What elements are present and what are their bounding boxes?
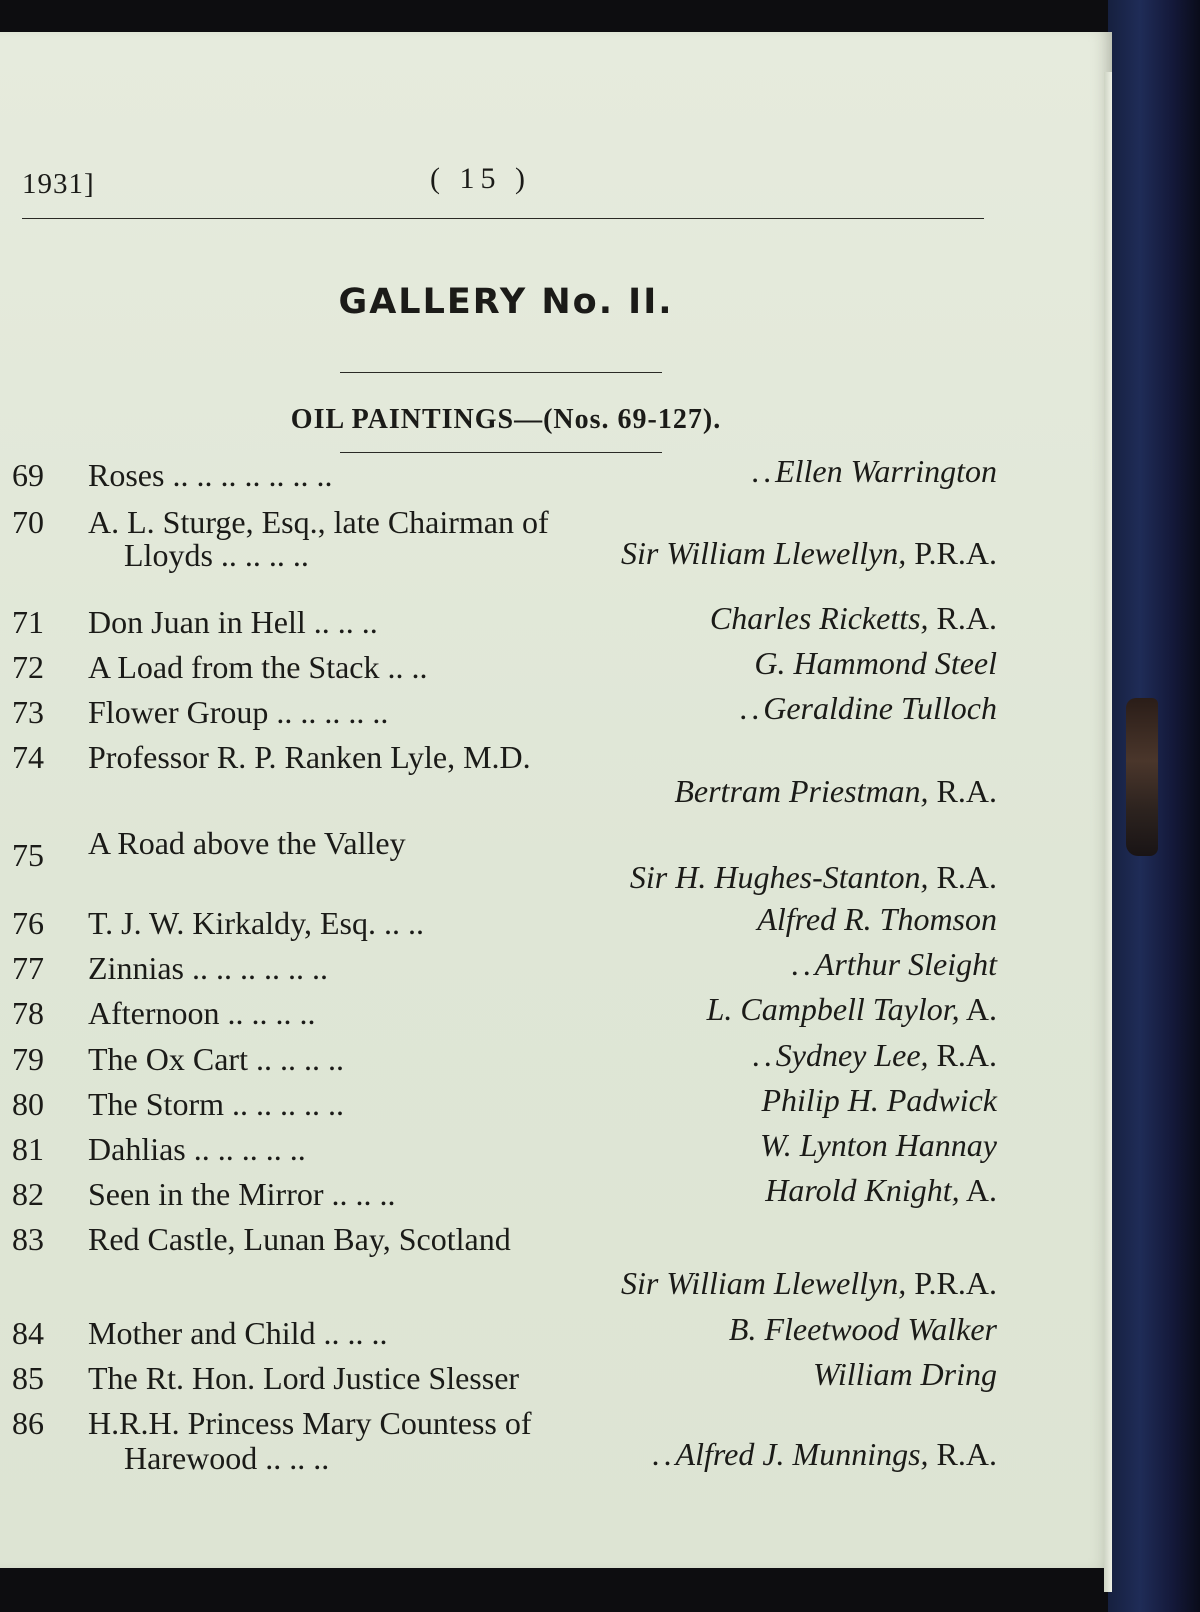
entry-number: 84	[12, 1315, 44, 1351]
artist-name: B. Fleetwood Walker	[728, 1311, 997, 1347]
entry-number: 69	[12, 457, 44, 493]
catalogue-entry	[0, 1311, 1100, 1351]
entry-artist	[710, 600, 997, 637]
artist-suffix: P.R.A.	[906, 1265, 997, 1301]
artist-leader: ..	[651, 1436, 676, 1472]
catalogue-entry	[0, 1082, 1100, 1122]
artist-suffix: R.A.	[928, 1436, 997, 1472]
artist-suffix: R.A.	[928, 859, 997, 895]
entry-artist	[754, 645, 997, 682]
artist-leader: ..	[751, 1037, 776, 1073]
entry-number: 74	[12, 739, 44, 775]
catalogue-entry	[0, 600, 1100, 640]
entry-title: A Road above the Valley	[88, 825, 406, 861]
entry-number: 79	[12, 1041, 44, 1077]
entry-title: Professor R. P. Ranken Lyle, M.D.	[88, 739, 531, 775]
artist-name: Arthur Sleight	[814, 946, 997, 982]
catalogue-entry	[0, 1172, 1100, 1212]
artist-suffix: A.	[959, 991, 997, 1027]
entry-artist	[751, 453, 997, 490]
gallery-title: GALLERY No. II.	[338, 282, 674, 322]
artist-name: Ellen Warrington	[775, 453, 997, 489]
catalogue-entry	[0, 739, 1100, 809]
catalogue-entry	[0, 1405, 1100, 1476]
entry-number: 72	[12, 649, 44, 685]
entry-number: 71	[12, 604, 44, 640]
entry-artist	[739, 690, 997, 727]
entry-title-continued: Harewood .. .. ..	[124, 1440, 330, 1476]
catalogue-page	[0, 32, 1112, 1568]
entry-artist	[621, 535, 997, 572]
catalogue-entry	[0, 901, 1100, 941]
artist-name: William Dring	[812, 1356, 997, 1392]
title-rule-lower	[340, 452, 662, 453]
artist-suffix: A.	[959, 1172, 997, 1208]
page-number: ( 15 )	[430, 162, 531, 195]
entry-title: Don Juan in Hell .. .. ..	[88, 604, 378, 640]
entry-number: 83	[12, 1221, 44, 1257]
entry-number: 81	[12, 1131, 44, 1167]
entry-title: Roses .. .. .. .. .. .. ..	[88, 457, 333, 493]
artist-leader: ..	[739, 690, 764, 726]
catalogue-entry	[0, 690, 1100, 730]
artist-leader: ..	[751, 453, 776, 489]
entry-number: 76	[12, 905, 44, 941]
entry-title: Dahlias .. .. .. .. ..	[88, 1131, 306, 1167]
header-rule	[22, 218, 984, 219]
artist-name: Harold Knight,	[765, 1172, 960, 1208]
entry-artist	[621, 1265, 997, 1302]
entry-artist	[630, 859, 997, 896]
catalogue-entry	[0, 453, 1100, 493]
spine-damage	[1126, 698, 1158, 856]
artist-name: Alfred R. Thomson	[757, 901, 997, 937]
catalogue-entry	[0, 1356, 1100, 1396]
artist-name: Alfred J. Munnings,	[675, 1436, 929, 1472]
entry-artist	[813, 1356, 997, 1393]
artist-suffix: R.A.	[928, 773, 997, 809]
entry-title: A. L. Sturge, Esq., late Chairman of	[88, 504, 549, 540]
entry-artist	[765, 1172, 997, 1209]
entry-artist	[752, 1037, 997, 1074]
entry-number: 80	[12, 1086, 44, 1122]
artist-suffix: R.A.	[928, 600, 997, 636]
artist-name: W. Lynton Hannay	[760, 1127, 997, 1163]
entry-number: 77	[12, 950, 44, 986]
artist-name: Sir William Llewellyn,	[620, 535, 907, 571]
year-heading: 1931]	[22, 168, 95, 200]
entry-title: H.R.H. Princess Mary Countess of	[88, 1405, 532, 1441]
artist-name: Philip H. Padwick	[761, 1082, 997, 1118]
entry-artist	[729, 1311, 997, 1348]
artist-suffix: R.A.	[928, 1037, 997, 1073]
catalogue-entry	[0, 645, 1100, 685]
entry-title: Zinnias .. .. .. .. .. ..	[88, 950, 328, 986]
artist-name: L. Campbell Taylor,	[706, 991, 960, 1027]
entry-title: The Storm .. .. .. .. ..	[88, 1086, 344, 1122]
catalogue-entry	[0, 1127, 1100, 1167]
catalogue-entry	[0, 825, 1100, 895]
entry-artist	[760, 1127, 997, 1164]
entry-title: A Load from the Stack .. ..	[88, 649, 428, 685]
entry-number: 85	[12, 1360, 44, 1396]
entry-artist	[761, 1082, 997, 1119]
artist-name: G. Hammond Steel	[754, 645, 997, 681]
catalogue-entry	[0, 1221, 1100, 1301]
artist-name: Bertram Priestman,	[674, 773, 929, 809]
entry-artist	[674, 773, 997, 810]
entry-artist	[791, 946, 997, 983]
entry-number: 78	[12, 995, 44, 1031]
entry-title: Mother and Child .. .. ..	[88, 1315, 388, 1351]
entry-title: The Rt. Hon. Lord Justice Slesser	[88, 1360, 520, 1396]
entry-title: Flower Group .. .. .. .. ..	[88, 694, 389, 730]
entry-number: 70	[12, 504, 44, 540]
artist-name: Sydney Lee,	[775, 1037, 929, 1073]
entry-artist	[757, 901, 997, 938]
entry-title: T. J. W. Kirkaldy, Esq. .. ..	[88, 905, 424, 941]
entry-title: Afternoon .. .. .. ..	[88, 995, 316, 1031]
catalogue-entry	[0, 1037, 1100, 1077]
entry-title-continued: Lloyds .. .. .. ..	[124, 537, 309, 573]
entry-title: The Ox Cart .. .. .. ..	[88, 1041, 344, 1077]
artist-name: Sir H. Hughes-Stanton,	[629, 859, 929, 895]
title-rule-upper	[340, 372, 662, 373]
entry-number: 82	[12, 1176, 44, 1212]
artist-name: Sir William Llewellyn,	[620, 1265, 907, 1301]
artist-name: Charles Ricketts,	[709, 600, 929, 636]
catalogue-entry	[0, 991, 1100, 1031]
artist-suffix: P.R.A.	[906, 535, 997, 571]
catalogue-entry	[0, 504, 1100, 573]
entry-number: 75	[12, 837, 44, 873]
artist-name: Geraldine Tulloch	[763, 690, 997, 726]
entry-title: Red Castle, Lunan Bay, Scotland	[88, 1221, 511, 1257]
entry-number: 73	[12, 694, 44, 730]
section-heading: OIL PAINTINGS—(Nos. 69-127).	[290, 404, 722, 435]
entry-artist	[652, 1436, 997, 1473]
entry-title: Seen in the Mirror .. .. ..	[88, 1176, 396, 1212]
page-edge	[1104, 72, 1112, 1592]
catalogue-entry	[0, 946, 1100, 986]
entry-artist	[707, 991, 997, 1028]
artist-leader: ..	[790, 946, 815, 982]
entry-number: 86	[12, 1405, 44, 1441]
